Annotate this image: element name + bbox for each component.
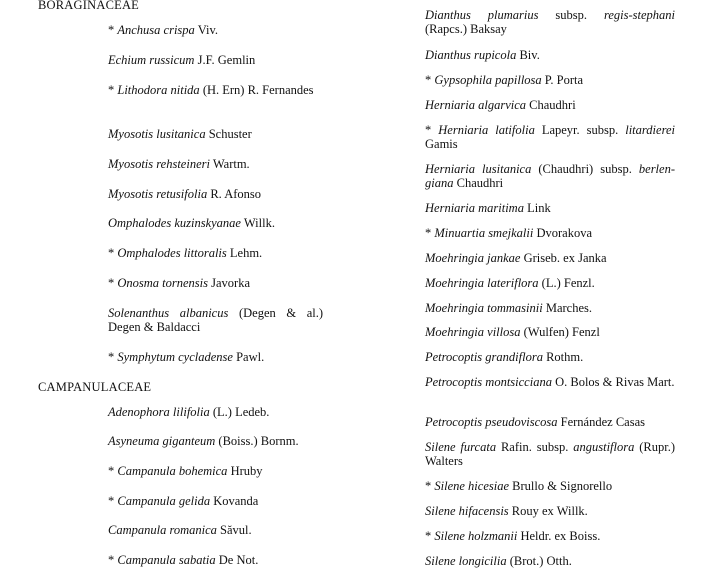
species-entry: Petrocoptis grandiflora Rothm. — [425, 350, 584, 364]
species-entry: Solenanthus albanicus (Degen & al.) Degen & Baldacci — [108, 306, 324, 334]
species-entry: * Lithodora nitida (H. Ern) R. Fernandes — [108, 83, 314, 97]
species-entry: Moehringia jankae Griseb. ex Janka — [425, 251, 607, 265]
species-entry: * Silene holzmanii Heldr. ex Boiss. — [425, 529, 601, 543]
species-entry: Campanula romanica Săvul. — [108, 523, 252, 537]
species-entry: Moehringia tommasinii Marches. — [425, 301, 593, 315]
species-entry: Herniaria maritima Link — [425, 201, 551, 215]
species-entry: * Herniaria latifolia Lapeyr. subsp. litardierei Gamis — [425, 123, 675, 151]
species-entry: Silene furcata Rafin. subsp. angustiflora (Rupr.) Walters — [425, 440, 676, 468]
family-heading-campanulaceae: CAMPANULACEAE — [38, 380, 152, 394]
species-entry: * Anchusa crispa Viv. — [108, 23, 219, 37]
species-entry: Silene longicilia (Brot.) Otth. — [425, 554, 572, 568]
species-entry: * Minuartia smejkalii Dvorakova — [425, 226, 592, 240]
species-entry: Silene hifacensis Rouy ex Willk. — [425, 504, 588, 518]
species-entry: Myosotis lusitanica Schuster — [108, 127, 252, 141]
species-entry: * Gypsophila papillosa P. Porta — [425, 73, 583, 87]
species-entry: Echium russicum J.F. Gemlin — [108, 53, 256, 67]
species-entry: Dianthus rupicola Biv. — [425, 48, 540, 62]
species-entry: Herniaria algarvica Chaudhri — [425, 98, 576, 112]
species-entry: * Silene hicesiae Brullo & Signorello — [425, 479, 613, 493]
family-heading-boraginaceae: BORAGINACEAE — [38, 0, 140, 12]
species-entry: * Campanula sabatia De Not. — [108, 553, 259, 567]
species-entry: Petrocoptis pseudoviscosa Fernández Casas — [425, 415, 645, 429]
species-entry: * Onosma tornensis Javorka — [108, 276, 251, 290]
species-entry: * Omphalodes littoralis Lehm. — [108, 246, 263, 260]
species-entry: * Campanula bohemica Hruby — [108, 464, 263, 478]
species-entry: Dianthus plumarius subsp. regis-stephani (Rapcs.) Baksay — [425, 8, 675, 36]
species-entry: Myosotis rehsteineri Wartm. — [108, 157, 250, 171]
species-entry: Moehringia lateriflora (L.) Fenzl. — [425, 276, 595, 290]
species-entry: Asyneuma giganteum (Boiss.) Bornm. — [108, 434, 299, 448]
species-entry: Omphalodes kuzinskyanae Willk. — [108, 216, 275, 230]
species-entry: Adenophora lilifolia (L.) Ledeb. — [108, 405, 270, 419]
species-entry: Herniaria lusitanica (Chaudhri) subsp. berlen-giana Chaudhri — [425, 162, 675, 190]
species-entry: Myosotis retusifolia R. Afonso — [108, 187, 262, 201]
species-entry: Moehringia villosa (Wulfen) Fenzl — [425, 325, 600, 339]
species-entry: * Symphytum cycladense Pawl. — [108, 350, 265, 364]
species-entry: * Campanula gelida Kovanda — [108, 494, 259, 508]
species-entry: Petrocoptis montsicciana O. Bolos & Rivas Mart. — [425, 375, 675, 389]
